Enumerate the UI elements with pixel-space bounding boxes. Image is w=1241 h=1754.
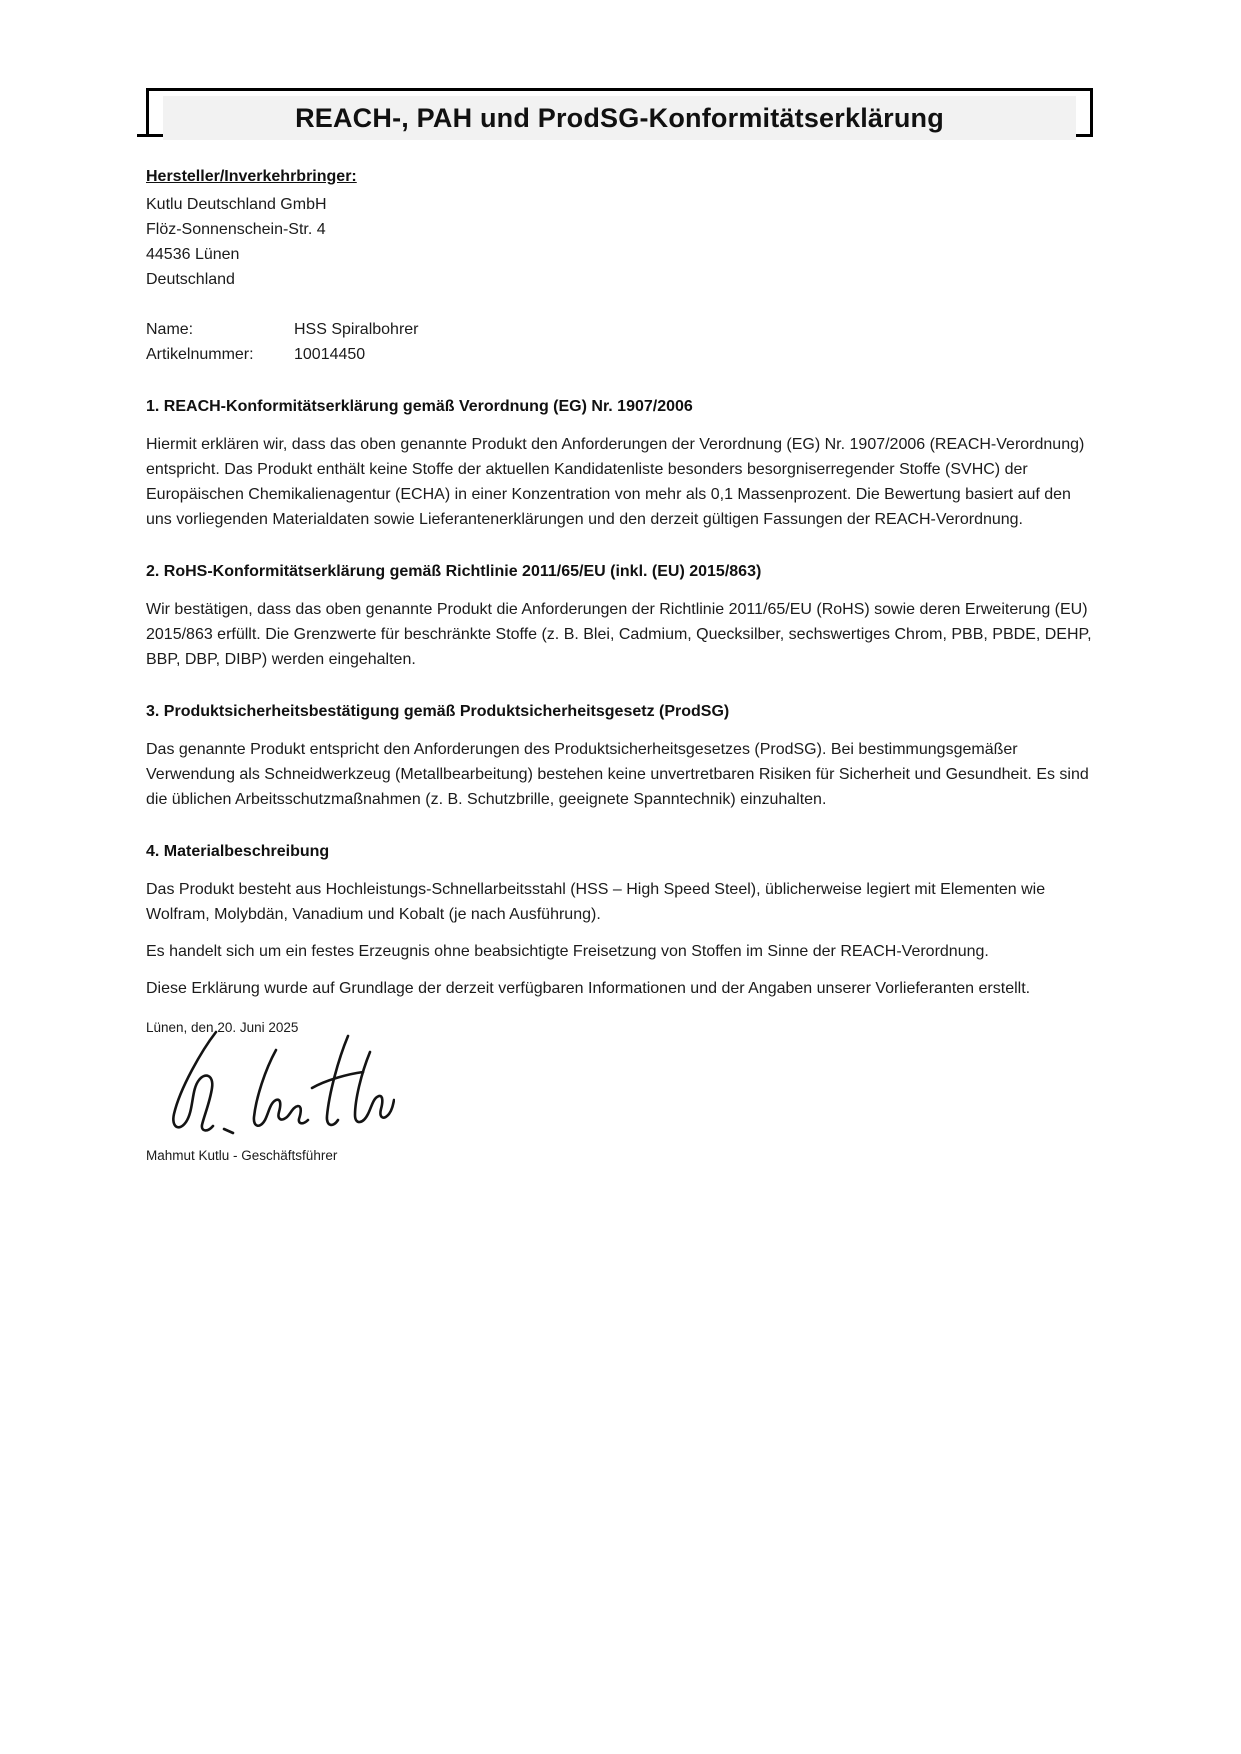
section-prodsg-paragraph: Das genannte Produkt entspricht den Anforderungen des Produktsicherheitsgesetzes (ProdSG). Bei bestimmungsgemäßer Verwendung als Schneidwerkzeug (Metallbearbeitung) bestehen keine unvertretbaren Risiken für Sicherheit und Gesundheit. Es sind die üblichen Arbeitsschutzmaßnahmen (z. B. Schutzbrille, geeignete Spanntechnik) einzuhalten. (146, 741, 1089, 808)
section-reach-heading: 1. REACH-Konformitätserklärung gemäß Verordnung (EG) Nr. 1907/2006 (146, 398, 693, 415)
product-info (146, 317, 1093, 367)
manufacturer-company: Kutlu Deutschland GmbH (146, 196, 327, 213)
manufacturer-heading: Hersteller/Inverkehrbringer: (146, 168, 357, 185)
section-material-paragraph-2: Es handelt sich um ein festes Erzeugnis ohne beabsichtigte Freisetzung von Stoffen im Sinne der REACH-Verordnung. (146, 943, 989, 960)
product-name-row (146, 317, 1093, 342)
section-material-paragraph-1: Das Produkt besteht aus Hochleistungs-Schnellarbeitsstahl (HSS – High Speed Steel), üblicherweise legiert mit Elementen wie Wolfram, Molybdän, Vanadium und Kobalt (je nach Ausführung). (146, 881, 1046, 923)
section-prodsg-heading: 3. Produktsicherheitsbestätigung gemäß Produktsicherheitsgesetz (ProdSG) (146, 703, 730, 720)
section-prodsg (146, 699, 1093, 812)
product-article-value: 10014450 (294, 346, 366, 363)
section-material (146, 839, 1093, 1001)
document-content (146, 88, 1093, 1166)
product-article-row (146, 342, 1093, 367)
section-rohs-paragraph: Wir bestätigen, dass das oben genannte Produkt die Anforderungen der Richtlinie 2011/65/EU (RoHS) sowie deren Erweiterung (EU) 2015/863 erfüllt. Die Grenzwerte für beschränkte Stoffe (z. B. Blei, Cadmium, Quecksilber, sechswertiges Chrom, PBB, PBDE, DEHP, BBP, DBP, DIBP) werden eingehalten. (146, 601, 1092, 668)
product-name-label: Name: (146, 321, 194, 338)
section-rohs-heading: 2. RoHS-Konformitätserklärung gemäß Richtlinie 2011/65/EU (inkl. (EU) 2015/863) (146, 563, 762, 580)
section-reach-paragraph: Hiermit erklären wir, dass das oben genannte Produkt den Anforderungen der Verordnung (EG) Nr. 1907/2006 (REACH-Verordnung) entspricht. Das Produkt enthält keine Stoffe der aktuellen Kandidatenliste besonders besorgniserregender Stoffe (SVHC) der Europäischen Chemikalienagentur (ECHA) in einer Konzentration von mehr als 0,1 Massenprozent. Die Bewertung basiert auf den uns vorliegenden Materialdaten sowie Lieferantenerklärungen und den derzeit gültigen Fassungen der REACH-Verordnung. (146, 436, 1085, 528)
signer-name-title: Mahmut Kutlu - Geschäftsführer (146, 1148, 338, 1163)
section-material-paragraph-3: Diese Erklärung wurde auf Grundlage der derzeit verfügbaren Informationen und der Angaben unserer Vorlieferanten erstellt. (146, 980, 1031, 997)
manufacturer-street: Flöz-Sonnenschein-Str. 4 (146, 221, 326, 238)
signature-image (160, 1030, 1093, 1142)
manufacturer-country: Deutschland (146, 271, 235, 288)
document-title: REACH-, PAH und ProdSG-Konformitätserklärung (163, 96, 1076, 140)
title-box (146, 88, 1093, 137)
section-material-heading: 4. Materialbeschreibung (146, 843, 330, 860)
product-name-value: HSS Spiralbohrer (294, 321, 419, 338)
section-rohs (146, 559, 1093, 672)
product-article-label: Artikelnummer: (146, 346, 254, 363)
place-date-line: Lünen, den 20. Juni 2025 (146, 1020, 299, 1035)
section-reach (146, 394, 1093, 532)
manufacturer-city: 44536 Lünen (146, 246, 240, 263)
